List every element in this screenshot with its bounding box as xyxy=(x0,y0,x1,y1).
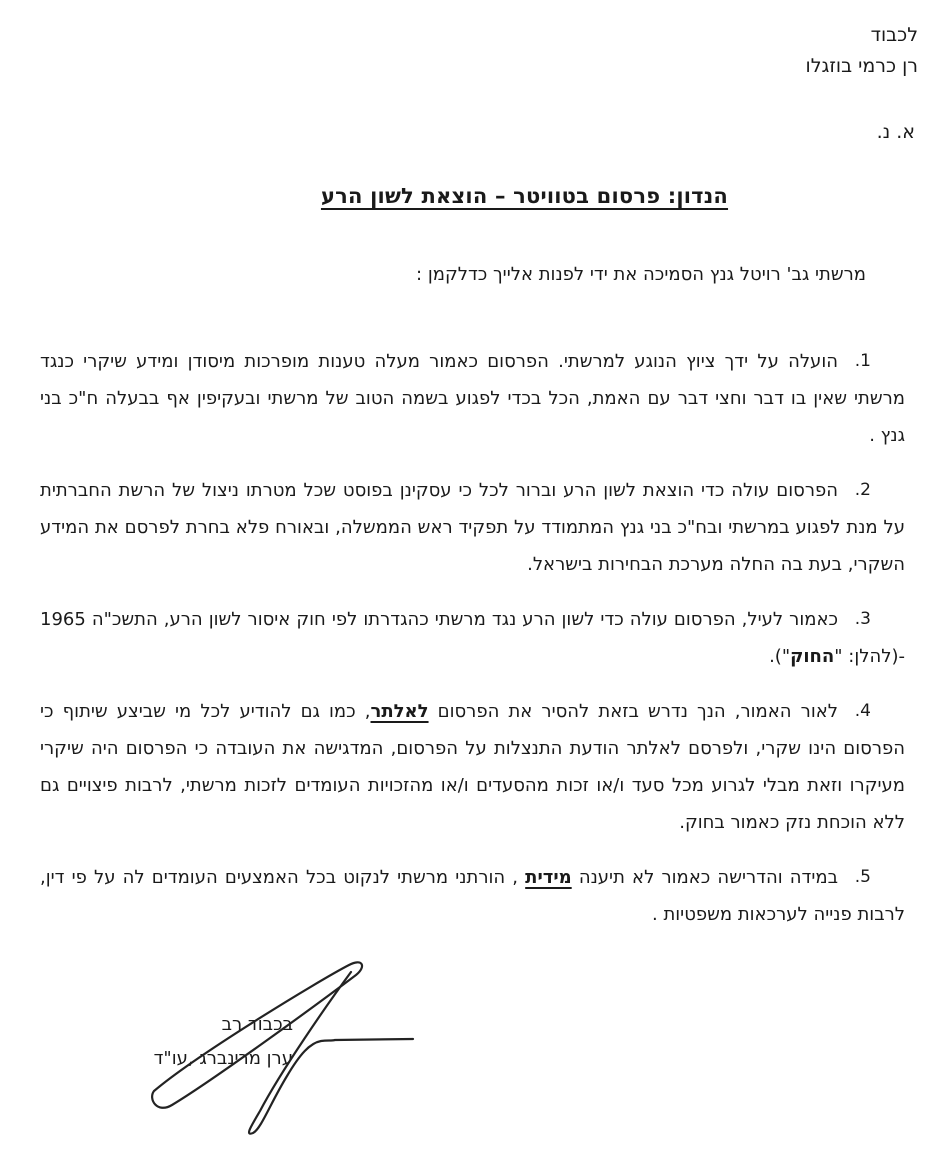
item-4-text xyxy=(40,693,905,841)
recipient-name: רן כרמי בוזגלו xyxy=(805,55,918,77)
item-1-number: 1. xyxy=(854,351,871,371)
item-3-segment-pre: כאמור לעיל, הפרסום עולה כדי לשון הרע נגד מרשתי כהגדרתו לפי חוק איסור לשון הרע, התשכ"ה 1965 -(להלן: " xyxy=(40,609,905,667)
list-item-4 xyxy=(40,693,905,841)
recipient-to: לכבוד xyxy=(870,24,918,46)
item-1-text xyxy=(40,343,905,454)
item-4-number: 4. xyxy=(854,701,871,721)
intro-line: מרשתי גב' רויטל גנץ הסמיכה את ידי לפנות אלייך כדלקמן : xyxy=(416,264,866,285)
item-4-segment-immediately: לאלתר xyxy=(370,701,429,722)
numbered-list xyxy=(40,343,905,933)
list-item-3 xyxy=(40,601,905,675)
item-4-segment-pre: לאור האמור, הנך נדרש בזאת להסיר את הפרסום xyxy=(428,701,838,722)
recipient-block xyxy=(806,20,918,82)
list-item-1 xyxy=(40,343,905,454)
subject-title: הנדון: פרסום בטוויטר – הוצאת לשון הרע xyxy=(320,184,729,208)
letter-body xyxy=(40,256,905,951)
item-5-segment-pre: במידה והדרישה כאמור לא תיענה xyxy=(571,867,838,888)
item-3-text xyxy=(40,601,905,675)
list-item-5 xyxy=(40,859,905,933)
item-5-text xyxy=(40,859,905,933)
item-3-number: 3. xyxy=(854,609,871,629)
item-5-segment-immediate: מידית xyxy=(525,867,572,888)
item-3-segment-post: "). xyxy=(769,646,791,667)
item-5-segment-post: , הורתני מרשתי לנקוט בכל האמצעים העומדים לה על פי דין, לרבות פנייה לערכאות משפטיות . xyxy=(40,867,905,925)
salutation: א. נ. xyxy=(876,121,915,143)
list-item-2 xyxy=(40,472,905,583)
item-4-segment-post: , כמו גם להודיע לכל מי שביצע שיתוף כי הפרסום הינו שקרי, ולפרסם לאלתר הודעת התנצלות על הפרסום, המדגישה את העובדה כי הפרסום היה שיקרי מעיקרו וזאת מבלי לגרוע מכל סעד ו/או זכות מהסעדים ו/או מהזכויות העומדים לזכות מרשתי, לרבות פיצויים גם ללא הוכחת נזק כאמור בחוק. xyxy=(40,701,905,833)
item-2-number: 2. xyxy=(854,480,871,500)
item-2-segment: הפרסום עולה כדי הוצאת לשון הרע וברור לכל כי עסקינן בפוסט שכל מטרתו ניצול של הרשת החברתית על מנת לפגוע במרשתי ובח"כ בני גנץ המתמודד על תפקיד ראש הממשלה, ובאורח פלא בחרת לפרסם את המידע השקרי, בעת בה החלה מערכת הבחירות בישראל. xyxy=(40,480,905,575)
item-2-text xyxy=(40,472,905,583)
item-5-number: 5. xyxy=(854,867,871,887)
item-1-segment: הועלה על ידך ציוץ הנוגע למרשתי. הפרסום כאמור מעלה טענות מופרכות מיסודן ומידע שיקרי כנגד מרשתי שאין בו דבר וחצי דבר עם האמת, הכל בכדי לפגוע בשמה הטוב של מרשתי ובעקיפין אף בבעלה ח"כ בני גנץ . xyxy=(40,351,905,446)
signature-name: ערן מרינברג ,עו"ד xyxy=(153,1048,293,1069)
subject-line xyxy=(0,184,939,208)
signature-closing: בכבוד רב xyxy=(221,1014,293,1035)
signature-block xyxy=(154,1008,293,1076)
item-3-segment-law-term: החוק xyxy=(790,646,835,667)
